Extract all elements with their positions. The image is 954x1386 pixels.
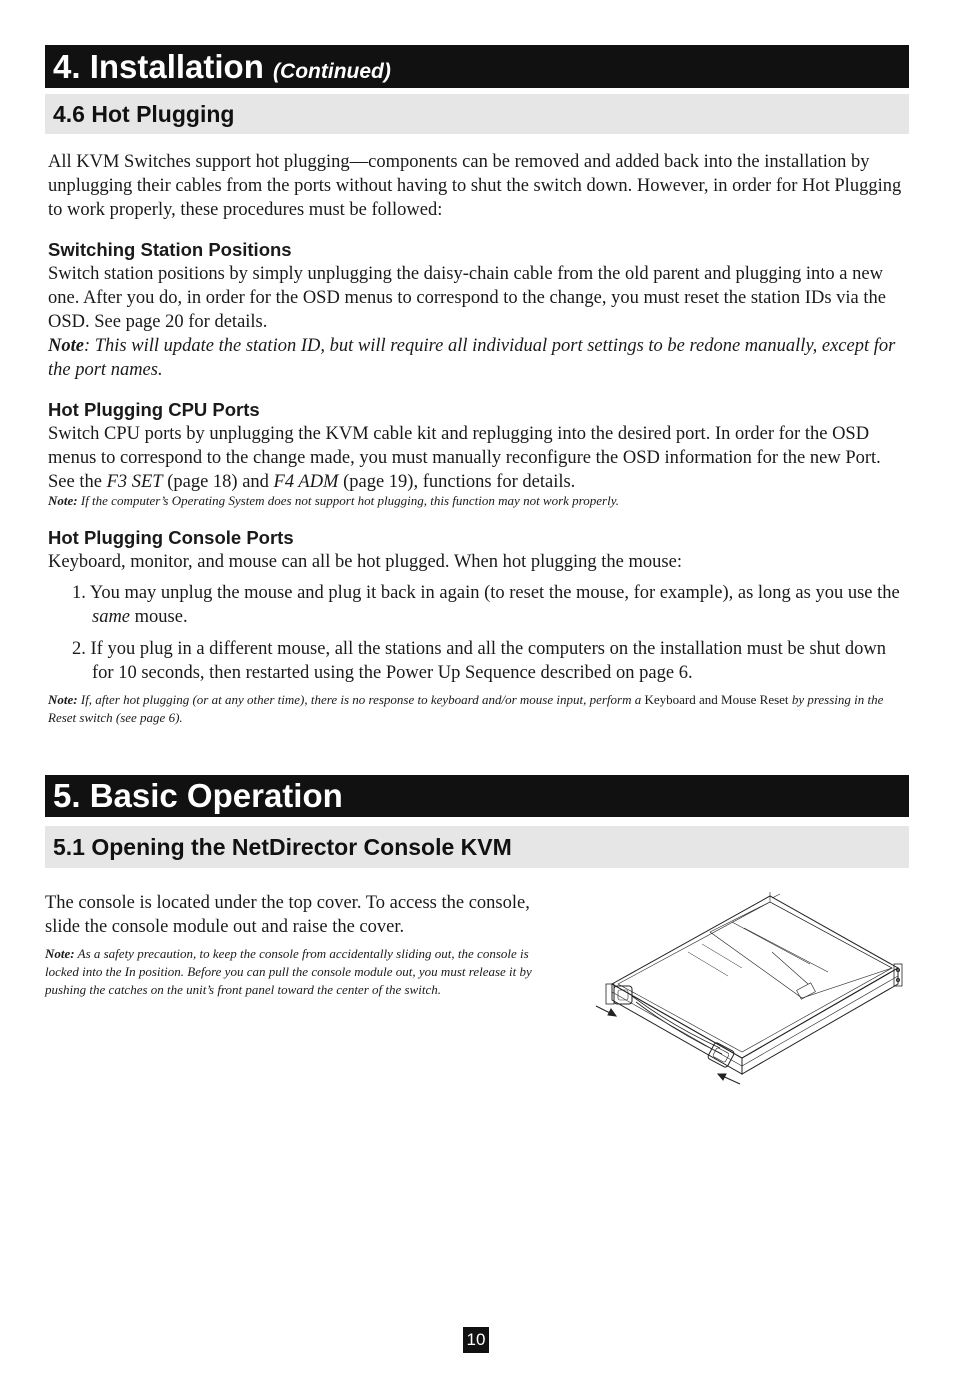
- note-text: : This will update the station ID, but will require all individual port settings to be redone manually, except for the port names.: [48, 336, 896, 380]
- page-number: 10: [463, 1327, 489, 1353]
- subsection-5-1-title: 5.1 Opening the NetDirector Console KVM: [53, 834, 512, 860]
- kvm-console-illustration: [592, 888, 912, 1094]
- section-4-title: 4. Installation (Continued): [53, 48, 391, 85]
- hot-plugging-intro: All KVM Switches support hot plugging—components can be removed and added back into the installation by unplugging their cables from the ports without having to shut the switch down. However, in order for Hot Plugging to work properly, these procedures must be followed:: [48, 152, 902, 220]
- switching-station-heading: Switching Station Positions: [48, 239, 292, 260]
- continued-label: (Continued): [273, 60, 391, 83]
- section-5-title: 5. Basic Operation: [53, 777, 343, 814]
- note-label: Note:: [48, 692, 78, 707]
- safety-note: [45, 945, 560, 999]
- console-ports-body: Keyboard, monitor, and mouse can all be hot plugged. When hot plugging the mouse:: [48, 552, 682, 572]
- note-label: Note:: [45, 946, 75, 961]
- switching-station-note: [48, 334, 910, 382]
- note-label: Note: [48, 336, 84, 356]
- subsection-5-1-header: [45, 826, 909, 868]
- cpu-ports-body: Switch CPU ports by unplugging the KVM cable kit and replugging into the desired port. In order for the OSD menus to correspond to the change made, you must manually reconfigure the OSD information for the new Port. See the F3 SET (page 18) and F4 ADM (page 19), functions for details.: [48, 424, 881, 492]
- cpu-ports-heading: Hot Plugging CPU Ports: [48, 399, 260, 420]
- section-5-header: [45, 775, 909, 817]
- console-location-body: The console is located under the top cover. To access the console, slide the console module out and raise the cover.: [45, 893, 530, 937]
- note-text: If the computer’s Operating System does not support hot plugging, this function may not work properly.: [77, 493, 620, 508]
- section-4-header: [45, 45, 909, 88]
- f4-adm-ref: F4 ADM: [273, 472, 339, 492]
- switching-station-body: Switch station positions by simply unplugging the daisy-chain cable from the old parent and plugging into a new one. After you do, in order for the OSD menus to correspond to the change, you must reset the station IDs via the OSD. See page 20 for details.: [48, 264, 886, 332]
- subsection-4-6-header: [45, 94, 909, 134]
- note-text: As a safety precaution, to keep the console from accidentally sliding out, the console is locked into the In position. Before you can pull the console module out, you must release it by pushing the catches on the unit’s front panel toward the center of the switch.: [45, 946, 532, 997]
- console-ports-heading: Hot Plugging Console Ports: [48, 527, 294, 548]
- f3-set-ref: F3 SET: [106, 472, 163, 492]
- list-item: 1. You may unplug the mouse and plug it back in again (to reset the mouse, for example), as long as you use the same mouse.: [72, 583, 900, 627]
- subsection-4-6-title: 4.6 Hot Plugging: [53, 101, 235, 127]
- console-ports-note: Note: If, after hot plugging (or at any other time), there is no response to keyboard and/or mouse input, perform a Keyboard and Mouse Reset by pressing in the Reset switch (see page 6).: [48, 692, 884, 725]
- list-item: 2. If you plug in a different mouse, all the stations and all the computers on the installation must be shut down for 10 seconds, then restarted using the Power Up Sequence described on page 6.: [72, 639, 887, 683]
- cpu-ports-note: [48, 492, 910, 510]
- note-label: Note:: [48, 493, 78, 508]
